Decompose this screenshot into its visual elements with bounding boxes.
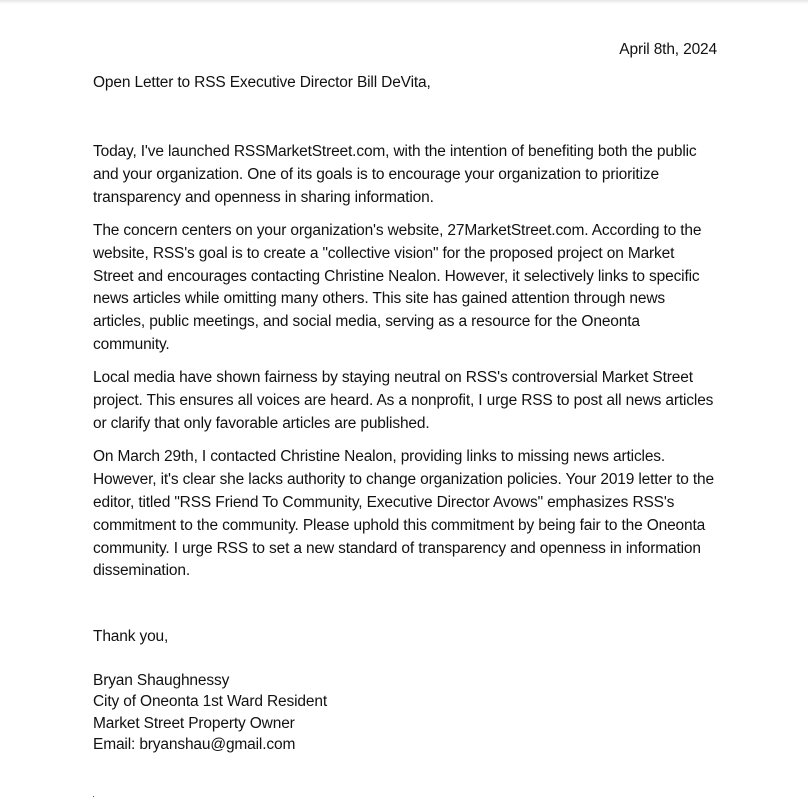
paragraph-contact: On March 29th, I contacted Christine Nealon, providing links to missing news articles. However, it's clear she lacks authority to change organization policies. Your 2019 letter to the editor, titled "RSS Friend To Community, Executive Director Avows" emphasizes RSS's commitment to the community. Please uphold this commitment by being fair to the Oneonta community. I urge RSS to set a new standard of transparency and openness in information dissemination. bbox=[93, 447, 714, 580]
letter-closing: Thank you, bbox=[93, 628, 169, 645]
letter-date: April 8th, 2024 bbox=[619, 41, 717, 58]
signature-email: Email: bryanshau@gmail.com bbox=[93, 735, 296, 753]
signature-residence: City of Oneonta 1st Ward Resident bbox=[93, 693, 327, 711]
letter-salutation: Open Letter to RSS Executive Director Bill DeVita, bbox=[93, 74, 431, 91]
signature-property: Market Street Property Owner bbox=[93, 714, 295, 732]
letter-body bbox=[93, 141, 717, 593]
paragraph-local-media: Local media have shown fairness by staying neutral on RSS's controversial Market Street project. This ensures all voices are heard. As a nonprofit, I urge RSS to post all news articles or clarify that only favorable articles are published. bbox=[93, 369, 714, 432]
paragraph-concern: The concern centers on your organization's website, 27MarketStreet.com. According to the website, RSS's goal is to create a "collective vision" for the proposed project on Market Street and encourages contacting Christine Nealon. However, it selectively links to specific news articles while omitting many others. This site has gained attention through news articles, public meetings, and social media, serving as a resource for the Oneonta community. bbox=[93, 221, 702, 354]
paragraph-launch: Today, I've launched RSSMarketStreet.com, with the intention of benefiting both the public and your organization. One of its goals is to encourage your organization to prioritize transparency and openness in sharing information. bbox=[93, 143, 697, 206]
stray-mark bbox=[93, 796, 94, 797]
signature-name: Bryan Shaughnessy bbox=[93, 672, 230, 689]
viewer-top-edge-shadow bbox=[0, 0, 808, 4]
signature-block bbox=[93, 670, 327, 755]
